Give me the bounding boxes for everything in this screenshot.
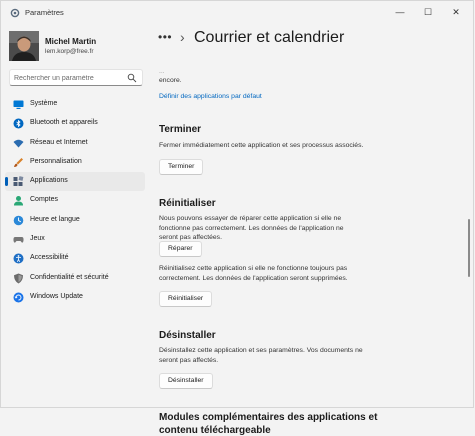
addons-title: Modules complémentaires des applications et xyxy=(159,412,378,423)
sidebar-item-bluetooth[interactable] xyxy=(5,114,145,133)
brush-icon xyxy=(13,157,24,168)
search-icon xyxy=(127,73,137,83)
addons-title-line2: contenu téléchargeable xyxy=(159,425,271,436)
update-icon xyxy=(13,292,24,303)
wifi-icon xyxy=(13,138,24,149)
minimize-button[interactable]: — xyxy=(395,7,405,17)
shield-icon xyxy=(13,273,24,284)
user-name: Michel Martin xyxy=(45,37,97,46)
sidebar-item-heure-langue[interactable] xyxy=(5,211,145,230)
clipped-line: ... xyxy=(159,68,165,75)
settings-app-icon xyxy=(10,8,20,18)
maximize-button[interactable]: ☐ xyxy=(423,6,433,17)
sidebar-item-systeme[interactable] xyxy=(5,95,145,114)
sidebar-item-applications[interactable] xyxy=(5,172,145,191)
reset-button[interactable]: Réinitialiser xyxy=(159,291,212,307)
search-box[interactable] xyxy=(9,69,143,86)
sidebar-item-accessibilite[interactable] xyxy=(5,249,145,268)
sidebar-item-label: Système xyxy=(30,100,58,107)
sidebar-nav xyxy=(5,95,147,307)
clipped-tail: encore. xyxy=(159,77,182,84)
sidebar-item-label: Bluetooth et appareils xyxy=(30,119,98,127)
repair-description: Nous pouvons essayer de réparer cette application si elle ne fonctionne pas correctement. Les données de l'application ne seront pas affectées. xyxy=(159,215,344,241)
user-email: lem.korp@free.fr xyxy=(45,48,94,55)
sidebar-item-confidentialite[interactable] xyxy=(5,269,145,288)
reset-description: Réinitialisez cette application si elle ne fonctionne toujours pas correctement. Les données de l'application seront supprimées. xyxy=(159,265,348,282)
sidebar-item-label: Confidentialité et sécurité xyxy=(30,273,109,281)
uninstall-description: Désinstallez cette application et ses paramètres. Vos documents ne seront pas affectés. xyxy=(159,347,363,364)
reset-title: Réinitialiser xyxy=(159,198,216,209)
breadcrumb xyxy=(158,27,458,49)
globe-clock-icon xyxy=(13,215,24,226)
sidebar-item-jeux[interactable] xyxy=(5,230,145,249)
sidebar xyxy=(1,25,151,409)
close-button[interactable]: ✕ xyxy=(452,6,460,17)
accessibility-icon xyxy=(13,253,24,264)
sidebar-item-windows-update[interactable] xyxy=(5,288,145,307)
sidebar-item-label: Réseau et Internet xyxy=(30,138,88,146)
more-breadcrumb-button[interactable]: ••• xyxy=(158,30,173,44)
sidebar-item-label: Accessibilité xyxy=(30,254,69,262)
terminate-title: Terminer xyxy=(159,124,202,135)
clipped-description xyxy=(159,67,359,85)
apps-icon xyxy=(13,176,24,187)
uninstall-button[interactable]: Désinstaller xyxy=(159,373,213,389)
chevron-right-icon: › xyxy=(180,29,185,45)
search-input[interactable] xyxy=(14,72,124,84)
bluetooth-icon xyxy=(13,118,24,129)
sidebar-item-label: Windows Update xyxy=(30,292,83,300)
user-profile[interactable] xyxy=(9,31,149,63)
title-bar xyxy=(1,1,475,25)
sidebar-item-label: Personnalisation xyxy=(30,157,82,165)
gamepad-icon xyxy=(13,234,24,245)
sidebar-item-personnalisation[interactable] xyxy=(5,153,145,172)
terminate-description: Fermer immédiatement cette application et ses processus associés. xyxy=(159,142,364,149)
sidebar-item-label: Applications xyxy=(30,177,68,185)
default-apps-link[interactable]: Définir des applications par défaut xyxy=(159,93,262,100)
main-content xyxy=(151,25,475,436)
sidebar-item-label: Comptes xyxy=(30,196,59,204)
page-title: Courrier et calendrier xyxy=(194,29,345,46)
terminate-button[interactable]: Terminer xyxy=(159,159,203,175)
monitor-icon xyxy=(13,99,24,110)
sidebar-item-reseau[interactable] xyxy=(5,134,145,153)
avatar xyxy=(9,31,39,61)
account-icon xyxy=(13,195,24,206)
uninstall-title: Désinstaller xyxy=(159,330,216,341)
repair-button[interactable]: Réparer xyxy=(159,241,202,257)
scrollbar-thumb[interactable] xyxy=(468,219,470,277)
window-title: Paramètres xyxy=(25,8,64,17)
sidebar-item-label: Heure et langue xyxy=(30,215,80,223)
avatar-photo xyxy=(9,31,39,61)
sidebar-item-label: Jeux xyxy=(30,235,45,243)
sidebar-item-comptes[interactable] xyxy=(5,191,145,210)
